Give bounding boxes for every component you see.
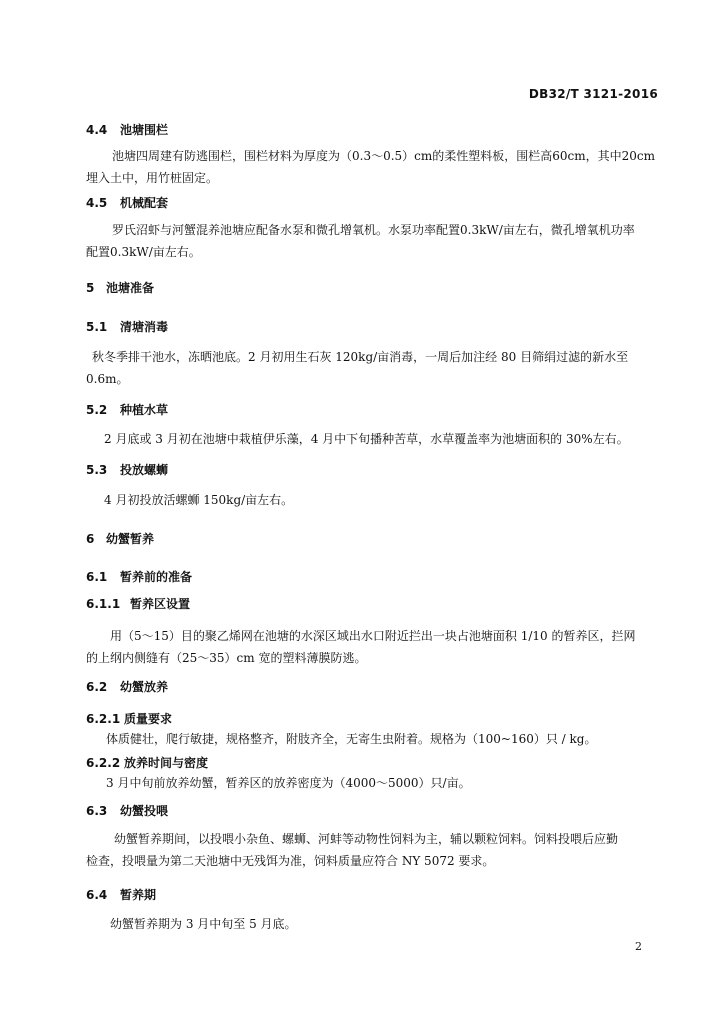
- section-number: 4.4: [86, 123, 108, 137]
- section-title: 清塘消毒: [120, 320, 169, 334]
- section-number: 6: [86, 532, 95, 546]
- section-title: 暂养区设置: [130, 597, 191, 611]
- section-number: 5: [86, 281, 95, 295]
- section-title: 种植水草: [120, 403, 169, 417]
- section-heading-6-2: [86, 678, 168, 695]
- section-number: 6.1.1: [86, 597, 121, 611]
- paragraph-6-4: [86, 913, 658, 935]
- document-id: DB32/T 3121-2016: [528, 87, 658, 101]
- section-heading-6-3: [86, 802, 168, 819]
- section-heading-4-4: [86, 121, 168, 138]
- section-heading-5-2: [86, 401, 168, 418]
- paragraph-6-1-1: [86, 625, 658, 669]
- section-number: 6.3: [86, 804, 108, 818]
- paragraph-line: 用（5～15）目的聚乙烯网在池塘的水深区域出水口附近拦出一块占池塘面积 1/10 的暂养区，拦网: [110, 629, 636, 643]
- section-number: 6.2.2: [86, 756, 121, 770]
- paragraph-5-1: [86, 346, 658, 390]
- section-heading-5-3: [86, 461, 168, 478]
- paragraph-line: 检查，投喂量为第二天池塘中无残饵为准，饲料质量应符合 NY 5072 要求。: [86, 854, 495, 868]
- section-title: 池塘准备: [106, 281, 155, 295]
- section-number: 6.4: [86, 888, 108, 902]
- section-title: 暂养期: [120, 888, 157, 902]
- section-title: 质量要求: [124, 712, 173, 726]
- section-title: 暂养前的准备: [120, 570, 193, 584]
- section-heading-6: [86, 530, 154, 547]
- page-number: 2: [635, 940, 642, 953]
- section-number: 6.1: [86, 570, 108, 584]
- paragraph-4-4: [86, 145, 658, 189]
- section-title: 幼蟹暂养: [106, 532, 155, 546]
- section-number: 4.5: [86, 196, 108, 210]
- section-heading-6-2-1: [86, 710, 172, 727]
- paragraph-line: 幼蟹暂养期为 3 月中旬至 5 月底。: [110, 917, 297, 931]
- paragraph-line: 的上纲内侧缝有（25～35）cm 宽的塑料薄膜防逃。: [86, 651, 367, 665]
- section-heading-5-1: [86, 318, 168, 335]
- section-heading-4-5: [86, 194, 168, 211]
- paragraph-6-2-2: [86, 772, 658, 794]
- paragraph-line: 埋入土中，用竹桩固定。: [86, 171, 219, 185]
- paragraph-line: 池塘四周建有防逃围栏，围栏材料为厚度为（0.3～0.5）cm的柔性塑料板，围栏高60cm，其中20cm: [112, 149, 656, 163]
- paragraph-4-5: [86, 219, 658, 263]
- section-title: 放养时间与密度: [124, 756, 209, 770]
- paragraph-line: 体质健壮，爬行敏捷，规格整齐，附肢齐全，无寄生虫附着。规格为（100~160）只 / kg。: [106, 732, 597, 746]
- paragraph-line: 罗氏沼虾与河蟹混养池塘应配备水泵和微孔增氧机。水泵功率配置0.3kW/亩左右，微孔增氧机功率: [112, 223, 635, 237]
- paragraph-line: 4 月初投放活螺蛳 150kg/亩左右。: [104, 493, 294, 507]
- section-heading-6-1: [86, 568, 192, 585]
- paragraph-6-2-1: [86, 728, 658, 750]
- paragraph-line: 0.6m。: [86, 372, 129, 386]
- section-number: 5.3: [86, 463, 108, 477]
- section-heading-5: [86, 279, 154, 296]
- section-number: 5.1: [86, 320, 108, 334]
- section-heading-6-2-2: [86, 754, 208, 771]
- paragraph-5-2: [86, 428, 658, 450]
- section-heading-6-1-1: [86, 595, 190, 612]
- paragraph-line: 2 月底或 3 月初在池塘中栽植伊乐藻，4 月中下旬播种苦草，水草覆盖率为池塘面积的 30%左右。: [104, 432, 629, 446]
- section-number: 6.2.1: [86, 712, 121, 726]
- section-number: 6.2: [86, 680, 108, 694]
- paragraph-line: 3 月中旬前放养幼蟹，暂养区的放养密度为（4000～5000）只/亩。: [106, 776, 471, 790]
- paragraph-line: 幼蟹暂养期间，以投喂小杂鱼、螺蛳、河蚌等动物性饲料为主，辅以颗粒饲料。饲料投喂后应勤: [114, 832, 619, 846]
- paragraph-line: 秋冬季排干池水，冻晒池底。2 月初用生石灰 120kg/亩消毒，一周后加注经 80 目筛绢过滤的新水至: [92, 350, 629, 364]
- section-title: 池塘围栏: [120, 123, 169, 137]
- section-title: 幼蟹投喂: [120, 804, 169, 818]
- section-title: 幼蟹放养: [120, 680, 169, 694]
- section-title: 机械配套: [120, 196, 169, 210]
- paragraph-5-3: [86, 489, 658, 511]
- paragraph-6-3: [86, 828, 658, 872]
- section-number: 5.2: [86, 403, 108, 417]
- paragraph-line: 配置0.3kW/亩左右。: [86, 245, 201, 259]
- section-title: 投放螺蛳: [120, 463, 169, 477]
- section-heading-6-4: [86, 886, 156, 903]
